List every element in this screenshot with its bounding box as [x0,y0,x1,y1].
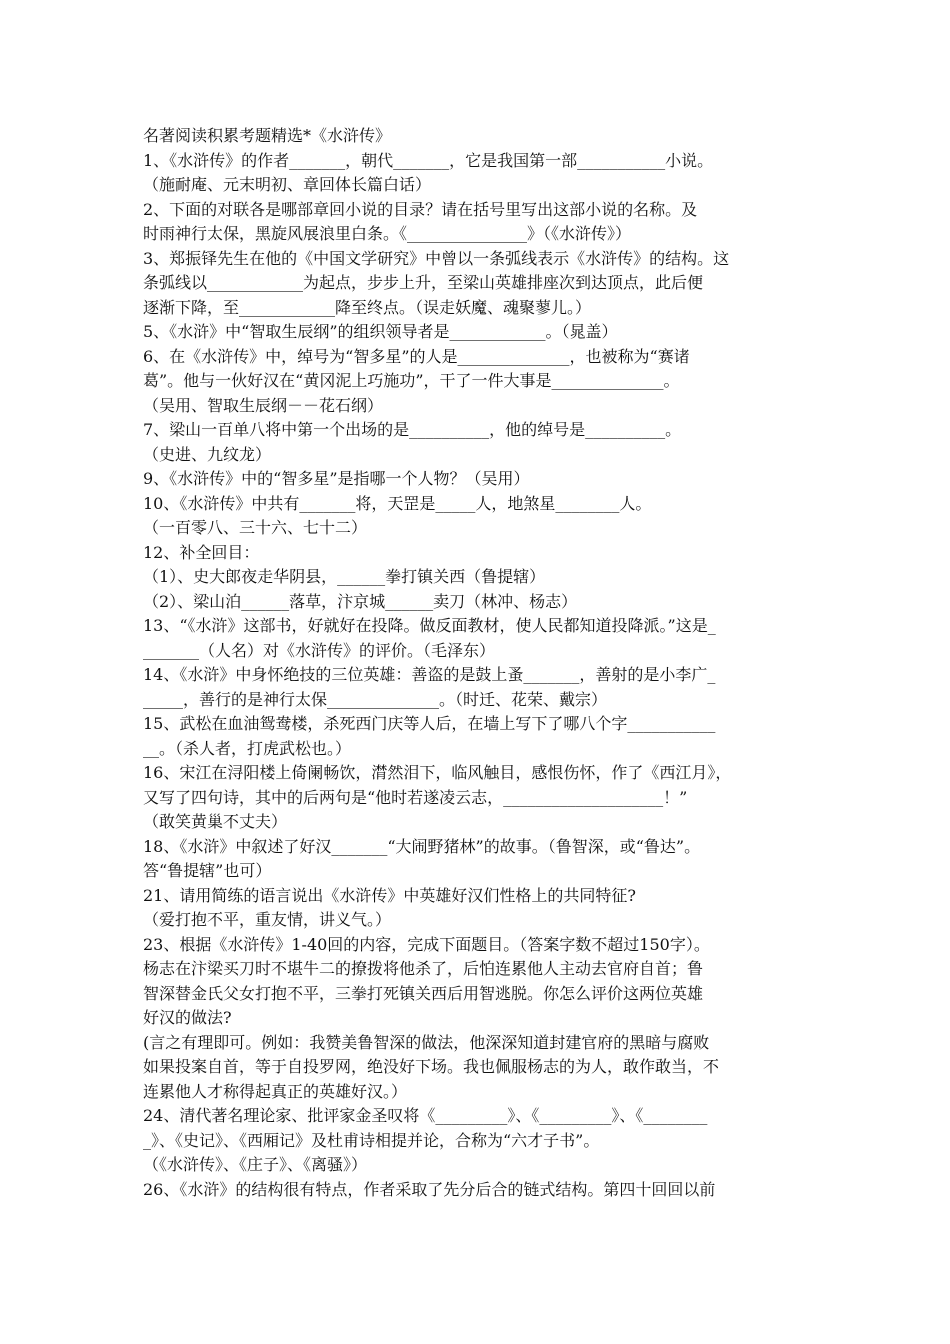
text-line: _____，善行的是神行太保______________。（时迁、花荣、戴宗） [143,689,608,709]
text-line: （一百零八、三十六、七十二） [143,518,368,537]
text-line: 葛”。他与一伙好汉在“黄冈泥上巧施功”，干了一件大事是______________。 [143,371,680,390]
text-line: 5、《水浒》中“智取生辰纲”的组织领导者是____________。（晁盖） [143,322,618,341]
text-line: 1、《水浒传》的作者_______，朝代_______，它是我国第一部___________小说。 [143,150,714,170]
text-line: 如果投案自首，等于自投罗网，绝没好下场。我也佩服杨志的为人，敢作敢当，不 [143,1057,720,1076]
text-line: 15、武松在血油鸳鸯楼，杀死西门庆等人后，在墙上写下了哪八个字___________ [143,714,716,733]
text-line: 26、《水浒》的结构很有特点，作者采取了先分后合的链式结构。第四十回回以前 [143,1179,716,1199]
text-line: 13、“《水浒》这部书，好就好在投降。做反面教材，使人民都知道投降派。”这是_ [143,616,716,635]
text-line: 3、郑振铎先生在他的《中国文学研究》中曾以一条弧线表示《水浒传》的结构。这 [143,248,730,268]
text-line: 时雨神行太保，黑旋风展浪里白条。《_______________》（《水浒传》） [143,224,632,243]
text-line: 又写了四句诗，其中的后两句是“他时若遂凌云志，____________________！” [143,787,688,807]
text-line: _______（人名）对《水浒传》的评价。（毛泽东） [143,640,496,660]
text-line: 2、下面的对联各是哪部章回小说的目录？请在括号里写出这部小说的名称。及 [143,199,698,219]
text-line: 连累他人才称得起真正的英雄好汉。） [143,1081,408,1101]
text-line: 23、根据《水浒传》1-40回的内容，完成下面题目。（答案字数不超过150字）。 [143,934,710,954]
text-line: (言之有理即可。例如：我赞美鲁智深的做法，他深深知道封建官府的黑暗与腐败 [143,1032,710,1052]
text-line: 24、清代著名理论家、批评家金圣叹将《_________》、《_________》、《________ [143,1106,708,1125]
document-title: 名著阅读积累考题精选*《水浒传》 [143,126,392,145]
text-line: （敢笑黄巢不丈夫） [143,812,288,831]
text-line: 6、在《水浒传》中，绰号为“智多星”的人是______________，也被称为“赛诸 [143,346,690,366]
text-line: 18、《水浒》中叙述了好汉_______“大闹野猪林”的故事。（鲁智深，或“鲁达”。 [143,836,701,856]
text-line: （施耐庵、元末明初、章回体长篇白话） [143,175,432,194]
text-line: （爱打抱不平，重友情，讲义气。） [143,910,392,929]
text-line: 答“鲁提辖”也可） [143,861,272,880]
text-line: 条弧线以____________为起点，步步上升，至梁山英雄排座次到达顶点，此后便 [143,273,704,292]
text-line: （1）、史大郎夜走华阴县，______拳打镇关西（鲁提辖） [143,567,546,586]
text-line: 7、梁山一百单八将中第一个出场的是__________，他的绰号是__________。 [143,420,682,439]
text-line: 好汉的做法? [143,1008,232,1027]
text-line: 21、请用简练的语言说出《水浒传》中英雄好汉们性格上的共同特征? [143,885,636,905]
text-line: 14、《水浒》中身怀绝技的三位英雄：善盗的是鼓上蚤_______，善射的是小李广_ [143,665,716,684]
text-line: _》、《史记》、《西厢记》及杜甫诗相提并论，合称为“六才子书”。 [143,1130,600,1150]
document-page [143,124,833,1202]
text-line: 9、《水浒传》中的“智多星”是指哪一个人物？（吴用） [143,469,530,488]
text-line: 16、宋江在浔阳楼上倚阑畅饮，潸然泪下，临风触目，感恨伤怀，作了《西江月》， [143,763,732,782]
text-line: （《水浒传》、《庄子》、《离骚》） [143,1155,368,1174]
text-line: 10、《水浒传》中共有_______将，天罡是_____人，地煞星________人。 [143,493,652,513]
text-line: （2）、梁山泊______落草，汴京城______卖刀（林冲、杨志） [143,591,578,611]
text-line: 智深替金氏父女打抱不平，三拳打死镇关西后用智逃脱。你怎么评价这两位英雄 [143,983,704,1003]
text-line: 逐渐下降，至____________降至终点。（误走妖魔、魂聚蓼儿。） [143,297,592,317]
text-line: （史进、九纹龙） [143,444,272,464]
text-line: 12、补全回目： [143,542,260,562]
text-line: 杨志在汴梁买刀时不堪牛二的撩拨将他杀了，后怕连累他人主动去官府自首；鲁 [143,959,704,978]
text-line: __。（杀人者，打虎武松也。） [143,738,352,758]
text-line: （吴用、智取生辰纲－－花石纲） [143,395,384,415]
